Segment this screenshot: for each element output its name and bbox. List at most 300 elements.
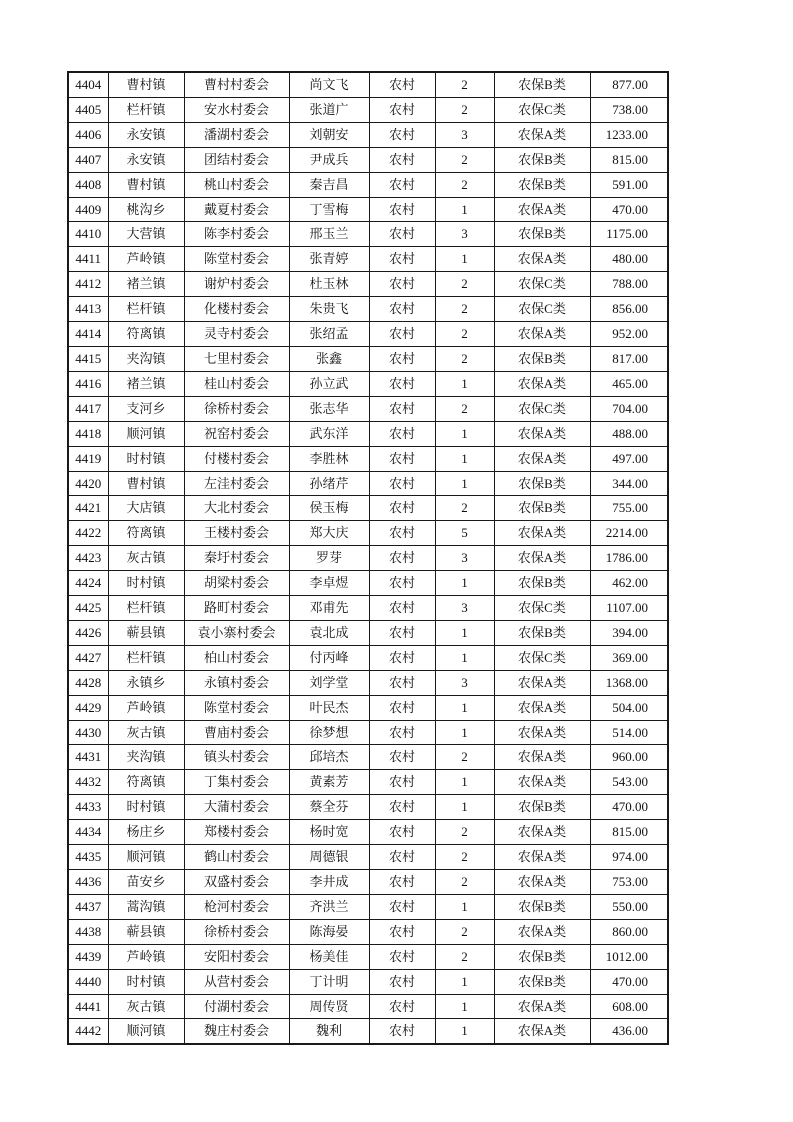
cell-residence-type: 农村 xyxy=(369,371,435,396)
table-row xyxy=(68,147,668,172)
cell-town: 顺河镇 xyxy=(108,421,184,446)
cell-town: 符离镇 xyxy=(108,322,184,347)
cell-amount: 488.00 xyxy=(590,421,668,446)
table-row xyxy=(68,496,668,521)
cell-household-count: 2 xyxy=(435,845,494,870)
table-row xyxy=(68,720,668,745)
cell-person-name: 周德银 xyxy=(289,845,369,870)
cell-town: 曹村镇 xyxy=(108,471,184,496)
cell-insurance-category: 农保A类 xyxy=(494,870,590,895)
cell-town: 杨庄乡 xyxy=(108,820,184,845)
table-row xyxy=(68,695,668,720)
table-row xyxy=(68,944,668,969)
table-body xyxy=(68,72,668,1044)
cell-village-committee: 魏庄村委会 xyxy=(184,1019,289,1044)
cell-town: 时村镇 xyxy=(108,446,184,471)
cell-village-committee: 柏山村委会 xyxy=(184,645,289,670)
cell-town: 芦岭镇 xyxy=(108,695,184,720)
cell-serial-number: 4406 xyxy=(68,122,108,147)
cell-household-count: 1 xyxy=(435,571,494,596)
cell-serial-number: 4430 xyxy=(68,720,108,745)
cell-residence-type: 农村 xyxy=(369,620,435,645)
cell-town: 灰古镇 xyxy=(108,546,184,571)
cell-person-name: 叶民杰 xyxy=(289,695,369,720)
cell-serial-number: 4438 xyxy=(68,919,108,944)
cell-residence-type: 农村 xyxy=(369,147,435,172)
cell-insurance-category: 农保B类 xyxy=(494,571,590,596)
cell-village-committee: 大蒲村委会 xyxy=(184,795,289,820)
cell-serial-number: 4412 xyxy=(68,272,108,297)
cell-person-name: 朱贵飞 xyxy=(289,297,369,322)
table-row xyxy=(68,620,668,645)
cell-serial-number: 4404 xyxy=(68,72,108,97)
cell-serial-number: 4435 xyxy=(68,845,108,870)
cell-insurance-category: 农保B类 xyxy=(494,172,590,197)
cell-residence-type: 农村 xyxy=(369,994,435,1019)
cell-household-count: 1 xyxy=(435,695,494,720)
cell-serial-number: 4439 xyxy=(68,944,108,969)
cell-insurance-category: 农保C类 xyxy=(494,272,590,297)
table-row xyxy=(68,770,668,795)
cell-serial-number: 4420 xyxy=(68,471,108,496)
cell-town: 栏杆镇 xyxy=(108,645,184,670)
cell-amount: 465.00 xyxy=(590,371,668,396)
cell-amount: 591.00 xyxy=(590,172,668,197)
cell-serial-number: 4440 xyxy=(68,969,108,994)
cell-amount: 1233.00 xyxy=(590,122,668,147)
cell-residence-type: 农村 xyxy=(369,645,435,670)
cell-amount: 817.00 xyxy=(590,346,668,371)
cell-residence-type: 农村 xyxy=(369,745,435,770)
cell-amount: 514.00 xyxy=(590,720,668,745)
cell-amount: 960.00 xyxy=(590,745,668,770)
insurance-roster-table xyxy=(67,71,669,1045)
cell-residence-type: 农村 xyxy=(369,870,435,895)
cell-amount: 815.00 xyxy=(590,820,668,845)
cell-household-count: 3 xyxy=(435,546,494,571)
table-row xyxy=(68,795,668,820)
cell-person-name: 张志华 xyxy=(289,396,369,421)
table-row xyxy=(68,870,668,895)
cell-insurance-category: 农保A类 xyxy=(494,521,590,546)
cell-household-count: 1 xyxy=(435,471,494,496)
cell-village-committee: 曹庙村委会 xyxy=(184,720,289,745)
cell-household-count: 1 xyxy=(435,969,494,994)
cell-town: 桃沟乡 xyxy=(108,197,184,222)
cell-household-count: 2 xyxy=(435,944,494,969)
table-row xyxy=(68,820,668,845)
cell-person-name: 孙绪芹 xyxy=(289,471,369,496)
cell-household-count: 5 xyxy=(435,521,494,546)
cell-person-name: 尹成兵 xyxy=(289,147,369,172)
cell-insurance-category: 农保A类 xyxy=(494,197,590,222)
cell-serial-number: 4418 xyxy=(68,421,108,446)
cell-village-committee: 陈李村委会 xyxy=(184,222,289,247)
cell-person-name: 邓甫先 xyxy=(289,596,369,621)
cell-village-committee: 陈堂村委会 xyxy=(184,695,289,720)
cell-village-committee: 化楼村委会 xyxy=(184,297,289,322)
cell-serial-number: 4436 xyxy=(68,870,108,895)
table-row xyxy=(68,247,668,272)
table-row xyxy=(68,172,668,197)
cell-residence-type: 农村 xyxy=(369,695,435,720)
cell-town: 褚兰镇 xyxy=(108,272,184,297)
cell-insurance-category: 农保B类 xyxy=(494,72,590,97)
cell-amount: 1786.00 xyxy=(590,546,668,571)
cell-household-count: 2 xyxy=(435,396,494,421)
cell-person-name: 杨美佳 xyxy=(289,944,369,969)
cell-amount: 1012.00 xyxy=(590,944,668,969)
cell-residence-type: 农村 xyxy=(369,396,435,421)
cell-serial-number: 4416 xyxy=(68,371,108,396)
cell-amount: 704.00 xyxy=(590,396,668,421)
cell-residence-type: 农村 xyxy=(369,845,435,870)
cell-person-name: 魏利 xyxy=(289,1019,369,1044)
cell-amount: 2214.00 xyxy=(590,521,668,546)
cell-household-count: 2 xyxy=(435,745,494,770)
cell-village-committee: 鹤山村委会 xyxy=(184,845,289,870)
cell-village-committee: 灵寺村委会 xyxy=(184,322,289,347)
cell-town: 永安镇 xyxy=(108,147,184,172)
cell-village-committee: 从营村委会 xyxy=(184,969,289,994)
cell-person-name: 袁北成 xyxy=(289,620,369,645)
cell-insurance-category: 农保A类 xyxy=(494,371,590,396)
cell-village-committee: 袁小寨村委会 xyxy=(184,620,289,645)
table-row xyxy=(68,371,668,396)
cell-insurance-category: 农保A类 xyxy=(494,446,590,471)
table-row xyxy=(68,919,668,944)
cell-serial-number: 4432 xyxy=(68,770,108,795)
cell-household-count: 2 xyxy=(435,496,494,521)
cell-town: 永安镇 xyxy=(108,122,184,147)
cell-person-name: 蔡全芬 xyxy=(289,795,369,820)
table-row xyxy=(68,222,668,247)
cell-amount: 608.00 xyxy=(590,994,668,1019)
cell-town: 支河乡 xyxy=(108,396,184,421)
cell-person-name: 秦吉昌 xyxy=(289,172,369,197)
cell-town: 夹沟镇 xyxy=(108,745,184,770)
cell-town: 蒿沟镇 xyxy=(108,894,184,919)
cell-household-count: 1 xyxy=(435,620,494,645)
cell-person-name: 张青婷 xyxy=(289,247,369,272)
cell-town: 时村镇 xyxy=(108,969,184,994)
cell-person-name: 张道广 xyxy=(289,97,369,122)
cell-person-name: 尚文飞 xyxy=(289,72,369,97)
cell-person-name: 付丙峰 xyxy=(289,645,369,670)
cell-amount: 504.00 xyxy=(590,695,668,720)
cell-serial-number: 4419 xyxy=(68,446,108,471)
cell-town: 芦岭镇 xyxy=(108,944,184,969)
cell-village-committee: 徐桥村委会 xyxy=(184,919,289,944)
cell-village-committee: 七里村委会 xyxy=(184,346,289,371)
cell-household-count: 2 xyxy=(435,919,494,944)
cell-village-committee: 双盛村委会 xyxy=(184,870,289,895)
table-row xyxy=(68,894,668,919)
cell-village-committee: 徐桥村委会 xyxy=(184,396,289,421)
cell-residence-type: 农村 xyxy=(369,222,435,247)
table-row xyxy=(68,122,668,147)
cell-person-name: 陈海晏 xyxy=(289,919,369,944)
cell-serial-number: 4437 xyxy=(68,894,108,919)
cell-village-committee: 秦圩村委会 xyxy=(184,546,289,571)
cell-residence-type: 农村 xyxy=(369,720,435,745)
cell-amount: 815.00 xyxy=(590,147,668,172)
table-row xyxy=(68,670,668,695)
cell-residence-type: 农村 xyxy=(369,446,435,471)
cell-insurance-category: 农保A类 xyxy=(494,820,590,845)
cell-amount: 470.00 xyxy=(590,197,668,222)
cell-person-name: 张绍孟 xyxy=(289,322,369,347)
cell-village-committee: 潘湖村委会 xyxy=(184,122,289,147)
cell-insurance-category: 农保A类 xyxy=(494,247,590,272)
cell-insurance-category: 农保B类 xyxy=(494,894,590,919)
cell-person-name: 孙立武 xyxy=(289,371,369,396)
cell-amount: 974.00 xyxy=(590,845,668,870)
cell-residence-type: 农村 xyxy=(369,297,435,322)
cell-residence-type: 农村 xyxy=(369,122,435,147)
table-row xyxy=(68,346,668,371)
cell-person-name: 武东洋 xyxy=(289,421,369,446)
cell-town: 大营镇 xyxy=(108,222,184,247)
cell-household-count: 2 xyxy=(435,322,494,347)
cell-town: 符离镇 xyxy=(108,521,184,546)
cell-household-count: 1 xyxy=(435,1019,494,1044)
cell-town: 永镇乡 xyxy=(108,670,184,695)
cell-residence-type: 农村 xyxy=(369,919,435,944)
cell-insurance-category: 农保B类 xyxy=(494,496,590,521)
cell-amount: 462.00 xyxy=(590,571,668,596)
cell-person-name: 刘朝安 xyxy=(289,122,369,147)
cell-amount: 753.00 xyxy=(590,870,668,895)
table-row xyxy=(68,645,668,670)
cell-serial-number: 4442 xyxy=(68,1019,108,1044)
cell-household-count: 2 xyxy=(435,297,494,322)
cell-serial-number: 4408 xyxy=(68,172,108,197)
cell-town: 蕲县镇 xyxy=(108,919,184,944)
cell-person-name: 罗芽 xyxy=(289,546,369,571)
cell-residence-type: 农村 xyxy=(369,247,435,272)
cell-residence-type: 农村 xyxy=(369,795,435,820)
cell-serial-number: 4410 xyxy=(68,222,108,247)
cell-person-name: 齐洪兰 xyxy=(289,894,369,919)
cell-amount: 369.00 xyxy=(590,645,668,670)
cell-serial-number: 4434 xyxy=(68,820,108,845)
cell-village-committee: 左洼村委会 xyxy=(184,471,289,496)
cell-serial-number: 4417 xyxy=(68,396,108,421)
table-row xyxy=(68,994,668,1019)
cell-serial-number: 4405 xyxy=(68,97,108,122)
cell-insurance-category: 农保A类 xyxy=(494,770,590,795)
cell-household-count: 1 xyxy=(435,371,494,396)
cell-village-committee: 桃山村委会 xyxy=(184,172,289,197)
cell-insurance-category: 农保A类 xyxy=(494,845,590,870)
cell-household-count: 1 xyxy=(435,421,494,446)
cell-household-count: 1 xyxy=(435,894,494,919)
cell-insurance-category: 农保B类 xyxy=(494,620,590,645)
cell-insurance-category: 农保A类 xyxy=(494,1019,590,1044)
document-page xyxy=(67,71,669,1045)
cell-serial-number: 4407 xyxy=(68,147,108,172)
cell-residence-type: 农村 xyxy=(369,421,435,446)
cell-insurance-category: 农保C类 xyxy=(494,596,590,621)
cell-town: 时村镇 xyxy=(108,795,184,820)
table-row xyxy=(68,396,668,421)
cell-household-count: 1 xyxy=(435,720,494,745)
cell-person-name: 邱培杰 xyxy=(289,745,369,770)
table-row xyxy=(68,1019,668,1044)
cell-person-name: 邢玉兰 xyxy=(289,222,369,247)
cell-amount: 543.00 xyxy=(590,770,668,795)
cell-residence-type: 农村 xyxy=(369,596,435,621)
table-row xyxy=(68,297,668,322)
cell-household-count: 2 xyxy=(435,172,494,197)
cell-insurance-category: 农保C类 xyxy=(494,297,590,322)
cell-insurance-category: 农保B类 xyxy=(494,471,590,496)
cell-serial-number: 4433 xyxy=(68,795,108,820)
cell-serial-number: 4421 xyxy=(68,496,108,521)
cell-town: 曹村镇 xyxy=(108,172,184,197)
cell-insurance-category: 农保C类 xyxy=(494,396,590,421)
cell-serial-number: 4424 xyxy=(68,571,108,596)
cell-household-count: 2 xyxy=(435,97,494,122)
cell-village-committee: 安水村委会 xyxy=(184,97,289,122)
cell-town: 顺河镇 xyxy=(108,845,184,870)
cell-household-count: 2 xyxy=(435,820,494,845)
cell-village-committee: 付楼村委会 xyxy=(184,446,289,471)
cell-amount: 344.00 xyxy=(590,471,668,496)
cell-amount: 480.00 xyxy=(590,247,668,272)
cell-serial-number: 4441 xyxy=(68,994,108,1019)
cell-household-count: 1 xyxy=(435,770,494,795)
cell-village-committee: 陈堂村委会 xyxy=(184,247,289,272)
cell-person-name: 李胜林 xyxy=(289,446,369,471)
cell-household-count: 1 xyxy=(435,994,494,1019)
cell-residence-type: 农村 xyxy=(369,969,435,994)
cell-insurance-category: 农保B类 xyxy=(494,944,590,969)
table-row xyxy=(68,446,668,471)
cell-village-committee: 大北村委会 xyxy=(184,496,289,521)
cell-amount: 497.00 xyxy=(590,446,668,471)
cell-residence-type: 农村 xyxy=(369,346,435,371)
cell-person-name: 刘学堂 xyxy=(289,670,369,695)
cell-person-name: 黄素芳 xyxy=(289,770,369,795)
cell-insurance-category: 农保A类 xyxy=(494,919,590,944)
cell-residence-type: 农村 xyxy=(369,571,435,596)
cell-amount: 755.00 xyxy=(590,496,668,521)
cell-amount: 436.00 xyxy=(590,1019,668,1044)
cell-person-name: 丁雪梅 xyxy=(289,197,369,222)
cell-residence-type: 农村 xyxy=(369,72,435,97)
cell-town: 大店镇 xyxy=(108,496,184,521)
cell-town: 芦岭镇 xyxy=(108,247,184,272)
cell-town: 灰古镇 xyxy=(108,720,184,745)
cell-serial-number: 4425 xyxy=(68,596,108,621)
cell-serial-number: 4428 xyxy=(68,670,108,695)
cell-town: 时村镇 xyxy=(108,571,184,596)
cell-residence-type: 农村 xyxy=(369,770,435,795)
cell-household-count: 2 xyxy=(435,147,494,172)
cell-person-name: 杜玉林 xyxy=(289,272,369,297)
cell-residence-type: 农村 xyxy=(369,894,435,919)
cell-person-name: 侯玉梅 xyxy=(289,496,369,521)
table-row xyxy=(68,845,668,870)
cell-amount: 860.00 xyxy=(590,919,668,944)
table-row xyxy=(68,521,668,546)
cell-person-name: 周传贤 xyxy=(289,994,369,1019)
cell-insurance-category: 农保A类 xyxy=(494,322,590,347)
table-row xyxy=(68,471,668,496)
cell-household-count: 3 xyxy=(435,222,494,247)
cell-insurance-category: 农保A类 xyxy=(494,546,590,571)
cell-village-committee: 路町村委会 xyxy=(184,596,289,621)
cell-village-committee: 祝窑村委会 xyxy=(184,421,289,446)
cell-household-count: 2 xyxy=(435,870,494,895)
cell-village-committee: 谢炉村委会 xyxy=(184,272,289,297)
cell-household-count: 3 xyxy=(435,670,494,695)
cell-village-committee: 安阳村委会 xyxy=(184,944,289,969)
cell-serial-number: 4426 xyxy=(68,620,108,645)
cell-household-count: 2 xyxy=(435,72,494,97)
cell-insurance-category: 农保B类 xyxy=(494,147,590,172)
cell-village-committee: 团结村委会 xyxy=(184,147,289,172)
cell-village-committee: 王楼村委会 xyxy=(184,521,289,546)
table-row xyxy=(68,969,668,994)
cell-insurance-category: 农保A类 xyxy=(494,994,590,1019)
cell-amount: 738.00 xyxy=(590,97,668,122)
cell-serial-number: 4413 xyxy=(68,297,108,322)
cell-serial-number: 4427 xyxy=(68,645,108,670)
cell-town: 灰古镇 xyxy=(108,994,184,1019)
cell-residence-type: 农村 xyxy=(369,521,435,546)
cell-insurance-category: 农保A类 xyxy=(494,670,590,695)
table-row xyxy=(68,272,668,297)
cell-town: 曹村镇 xyxy=(108,72,184,97)
table-row xyxy=(68,745,668,770)
cell-amount: 788.00 xyxy=(590,272,668,297)
cell-amount: 550.00 xyxy=(590,894,668,919)
cell-residence-type: 农村 xyxy=(369,944,435,969)
cell-household-count: 3 xyxy=(435,122,494,147)
cell-residence-type: 农村 xyxy=(369,272,435,297)
cell-residence-type: 农村 xyxy=(369,322,435,347)
table-row xyxy=(68,596,668,621)
cell-insurance-category: 农保A类 xyxy=(494,720,590,745)
cell-person-name: 徐梦想 xyxy=(289,720,369,745)
table-row xyxy=(68,197,668,222)
cell-residence-type: 农村 xyxy=(369,1019,435,1044)
cell-town: 苗安乡 xyxy=(108,870,184,895)
cell-residence-type: 农村 xyxy=(369,820,435,845)
cell-residence-type: 农村 xyxy=(369,172,435,197)
cell-residence-type: 农村 xyxy=(369,546,435,571)
cell-amount: 394.00 xyxy=(590,620,668,645)
cell-amount: 856.00 xyxy=(590,297,668,322)
cell-village-committee: 桂山村委会 xyxy=(184,371,289,396)
cell-town: 顺河镇 xyxy=(108,1019,184,1044)
cell-village-committee: 戴夏村委会 xyxy=(184,197,289,222)
cell-person-name: 杨时宽 xyxy=(289,820,369,845)
cell-village-committee: 镇头村委会 xyxy=(184,745,289,770)
cell-village-committee: 枪河村委会 xyxy=(184,894,289,919)
cell-residence-type: 农村 xyxy=(369,471,435,496)
cell-town: 褚兰镇 xyxy=(108,371,184,396)
cell-town: 栏杆镇 xyxy=(108,297,184,322)
cell-town: 夹沟镇 xyxy=(108,346,184,371)
cell-amount: 877.00 xyxy=(590,72,668,97)
cell-household-count: 1 xyxy=(435,645,494,670)
cell-person-name: 郑大庆 xyxy=(289,521,369,546)
cell-village-committee: 胡梁村委会 xyxy=(184,571,289,596)
